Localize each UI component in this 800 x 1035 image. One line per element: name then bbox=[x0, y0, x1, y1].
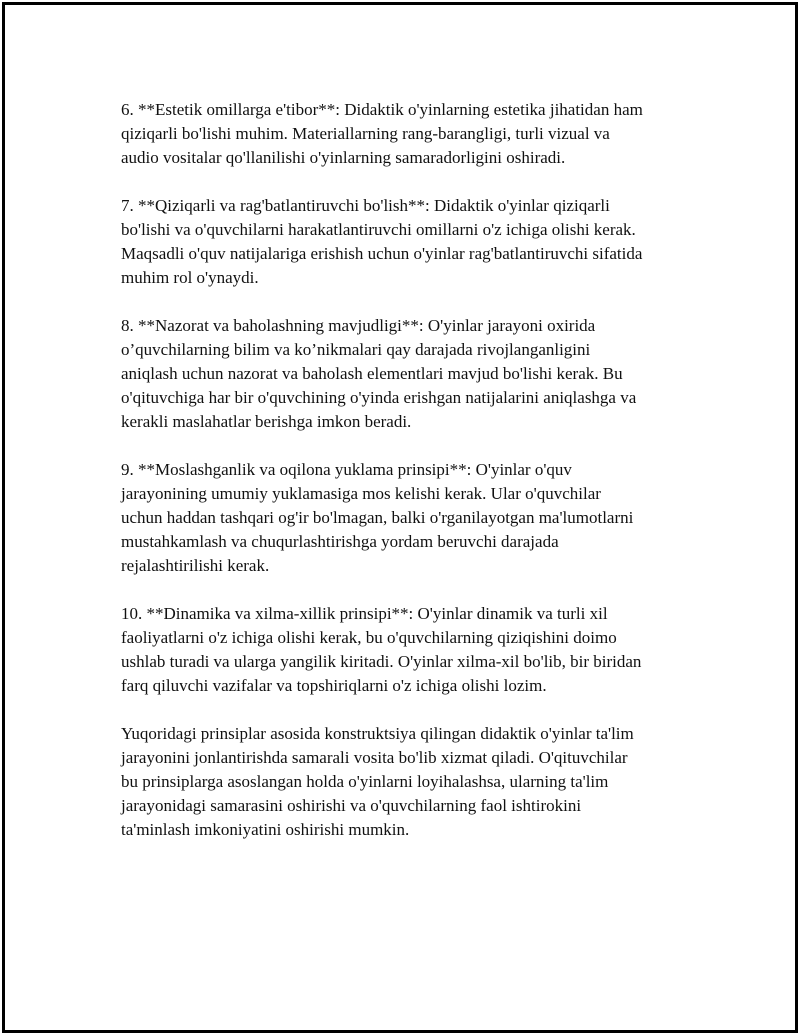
text-line: 8. **Nazorat va baholashning mavjudligi**: O'yinlar jarayoni oxirida bbox=[121, 316, 596, 335]
document-body bbox=[121, 98, 693, 866]
text-line: o'qituvchiga har bir o'quvchining o'yinda erishgan natijalarini aniqlashga va bbox=[121, 388, 637, 407]
text-line: o’quvchilarning bilim va ko’nikmalari qay darajada rivojlanganligini bbox=[121, 340, 591, 359]
text-line: 10. **Dinamika va xilma-xillik prinsipi**: O'yinlar dinamik va turli xil bbox=[121, 604, 608, 623]
text-line: faoliyatlarni o'z ichiga olishi kerak, bu o'quvchilarning qiziqishini doimo bbox=[121, 628, 617, 647]
text-line: mustahkamlash va chuqurlashtirishga yordam beruvchi darajada bbox=[121, 532, 559, 551]
paragraph-principle-9 bbox=[121, 458, 693, 578]
text-line: bo'lishi va o'quvchilarni harakatlantiruvchi omillarni o'z ichiga olishi kerak. bbox=[121, 220, 636, 239]
text-line: 9. **Moslashganlik va oqilona yuklama prinsipi**: O'yinlar o'quv bbox=[121, 460, 572, 479]
text-line: 6. **Estetik omillarga e'tibor**: Didaktik o'yinlarning estetika jihatidan ham bbox=[121, 100, 643, 119]
text-line: Maqsadli o'quv natijalariga erishish uchun o'yinlar rag'batlantiruvchi sifatida bbox=[121, 244, 643, 263]
text-line: jarayonidagi samarasini oshirishi va o'quvchilarning faol ishtirokini bbox=[121, 796, 582, 815]
text-line: Yuqoridagi prinsiplar asosida konstruktsiya qilingan didaktik o'yinlar ta'lim bbox=[121, 724, 634, 743]
page-border bbox=[2, 2, 798, 1033]
paragraph-principle-6 bbox=[121, 98, 693, 170]
text-line: ta'minlash imkoniyatini oshirishi mumkin. bbox=[121, 820, 410, 839]
text-line: jarayonining umumiy yuklamasiga mos kelishi kerak. Ular o'quvchilar bbox=[121, 484, 601, 503]
text-line: muhim rol o'ynaydi. bbox=[121, 268, 259, 287]
text-line: 7. **Qiziqarli va rag'batlantiruvchi bo'lish**: Didaktik o'yinlar qiziqarli bbox=[121, 196, 610, 215]
paragraph-principle-7 bbox=[121, 194, 693, 290]
text-line: aniqlash uchun nazorat va baholash elementlari mavjud bo'lishi kerak. Bu bbox=[121, 364, 623, 383]
paragraph-conclusion bbox=[121, 722, 693, 842]
text-line: farq qiluvchi vazifalar va topshiriqlarni o'z ichiga olishi lozim. bbox=[121, 676, 547, 695]
text-line: jarayonini jonlantirishda samarali vosita bo'lib xizmat qiladi. O'qituvchilar bbox=[121, 748, 628, 767]
text-line: audio vositalar qo'llanilishi o'yinlarning samaradorligini oshiradi. bbox=[121, 148, 566, 167]
text-line: rejalashtirilishi kerak. bbox=[121, 556, 270, 575]
paragraph-principle-10 bbox=[121, 602, 693, 698]
text-line: bu prinsiplarga asoslangan holda o'yinlarni loyihalashsa, ularning ta'lim bbox=[121, 772, 609, 791]
text-line: uchun haddan tashqari og'ir bo'lmagan, balki o'rganilayotgan ma'lumotlarni bbox=[121, 508, 634, 527]
text-line: qiziqarli bo'lishi muhim. Materiallarning rang-barangligi, turli vizual va bbox=[121, 124, 610, 143]
paragraph-principle-8 bbox=[121, 314, 693, 434]
text-line: ushlab turadi va ularga yangilik kiritadi. O'yinlar xilma-xil bo'lib, bir biridan bbox=[121, 652, 642, 671]
text-line: kerakli maslahatlar berishga imkon beradi. bbox=[121, 412, 412, 431]
